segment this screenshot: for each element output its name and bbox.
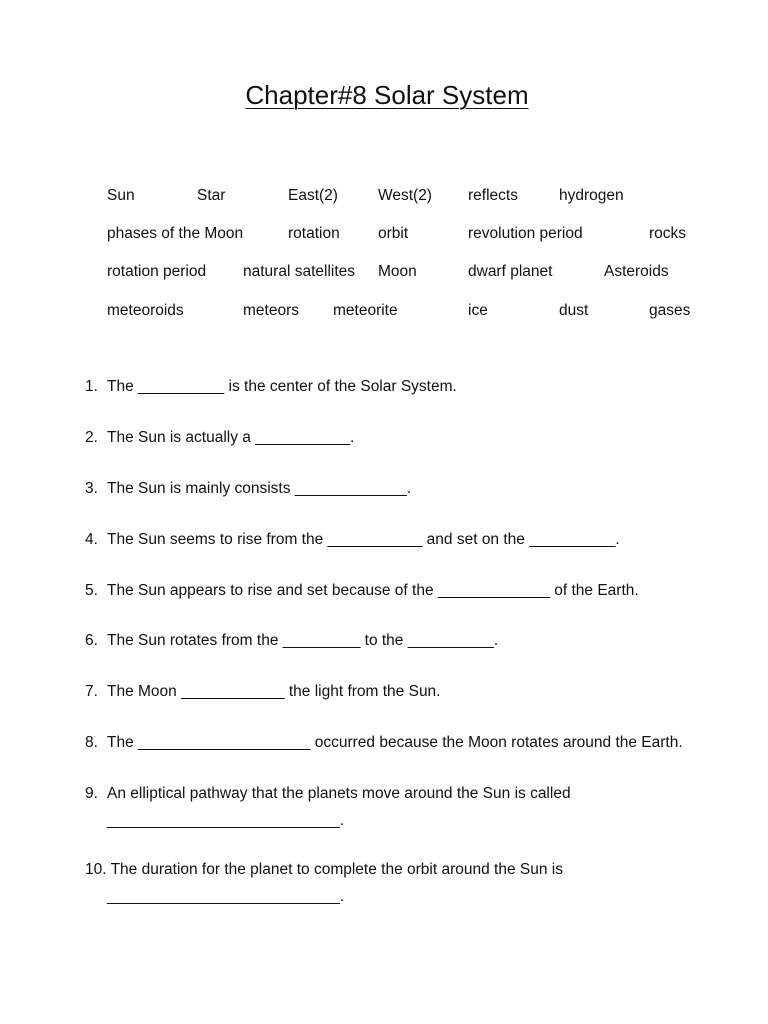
word-bank-item: Star bbox=[197, 187, 226, 204]
word-bank-item: orbit bbox=[378, 225, 409, 242]
question-text: The Sun seems to rise from the ___________ and set on the __________. bbox=[107, 531, 620, 548]
question-text bbox=[85, 861, 563, 879]
word-bank-item: reflects bbox=[468, 187, 518, 204]
question-number: 7. bbox=[85, 683, 98, 700]
word-bank-item: hydrogen bbox=[559, 187, 624, 204]
question-number: 9. bbox=[85, 785, 98, 802]
answer-blank: ___________________________. bbox=[107, 812, 345, 829]
question-number: 3. bbox=[85, 480, 98, 497]
word-bank-item: Sun bbox=[107, 187, 135, 204]
question-text: The Sun rotates from the _________ to the __________. bbox=[107, 632, 499, 649]
question-number: 6. bbox=[85, 632, 98, 649]
word-bank-item: revolution period bbox=[468, 225, 583, 242]
word-bank-item: Moon bbox=[378, 263, 417, 280]
question-text: The Sun appears to rise and set because of the _____________ of the Earth. bbox=[107, 582, 639, 599]
question-number: 1. bbox=[85, 378, 98, 395]
word-bank-item: meteorite bbox=[333, 302, 398, 319]
word-bank-item: rocks bbox=[649, 225, 687, 242]
word-bank-item: natural satellites bbox=[243, 263, 356, 280]
question-number: 5. bbox=[85, 582, 98, 599]
question-text: The Sun is mainly consists _____________. bbox=[107, 480, 412, 497]
word-bank-item: meteoroids bbox=[107, 302, 184, 319]
question-number: 2. bbox=[85, 429, 98, 446]
word-bank-item: dust bbox=[559, 302, 589, 319]
question-number: 10. bbox=[85, 861, 107, 878]
question-text: The Sun is actually a ___________. bbox=[107, 429, 355, 446]
word-bank-item: rotation period bbox=[107, 263, 207, 280]
word-bank-item: dwarf planet bbox=[468, 263, 553, 280]
question-text-body: The duration for the planet to complete the orbit around the Sun is bbox=[110, 861, 563, 878]
word-bank-item: West(2) bbox=[378, 187, 432, 204]
page-title: Chapter#8 Solar System bbox=[245, 80, 529, 110]
answer-blank: ___________________________. bbox=[107, 888, 345, 905]
question-text: The __________ is the center of the Solar System. bbox=[107, 378, 457, 395]
word-bank-item: rotation bbox=[288, 225, 340, 242]
question-text: An elliptical pathway that the planets move around the Sun is called bbox=[107, 785, 571, 802]
question-number: 8. bbox=[85, 734, 98, 751]
word-bank-item: gases bbox=[649, 302, 691, 319]
word-bank-item: East(2) bbox=[288, 187, 338, 204]
question-number: 4. bbox=[85, 531, 98, 548]
word-bank-item: meteors bbox=[243, 302, 299, 319]
word-bank-item: Asteroids bbox=[604, 263, 669, 280]
question-text: The Moon ____________ the light from the Sun. bbox=[107, 683, 441, 700]
word-bank-item: ice bbox=[468, 302, 488, 319]
question-text: The ____________________ occurred because the Moon rotates around the Earth. bbox=[107, 734, 683, 751]
word-bank-item: phases of the Moon bbox=[107, 225, 244, 242]
